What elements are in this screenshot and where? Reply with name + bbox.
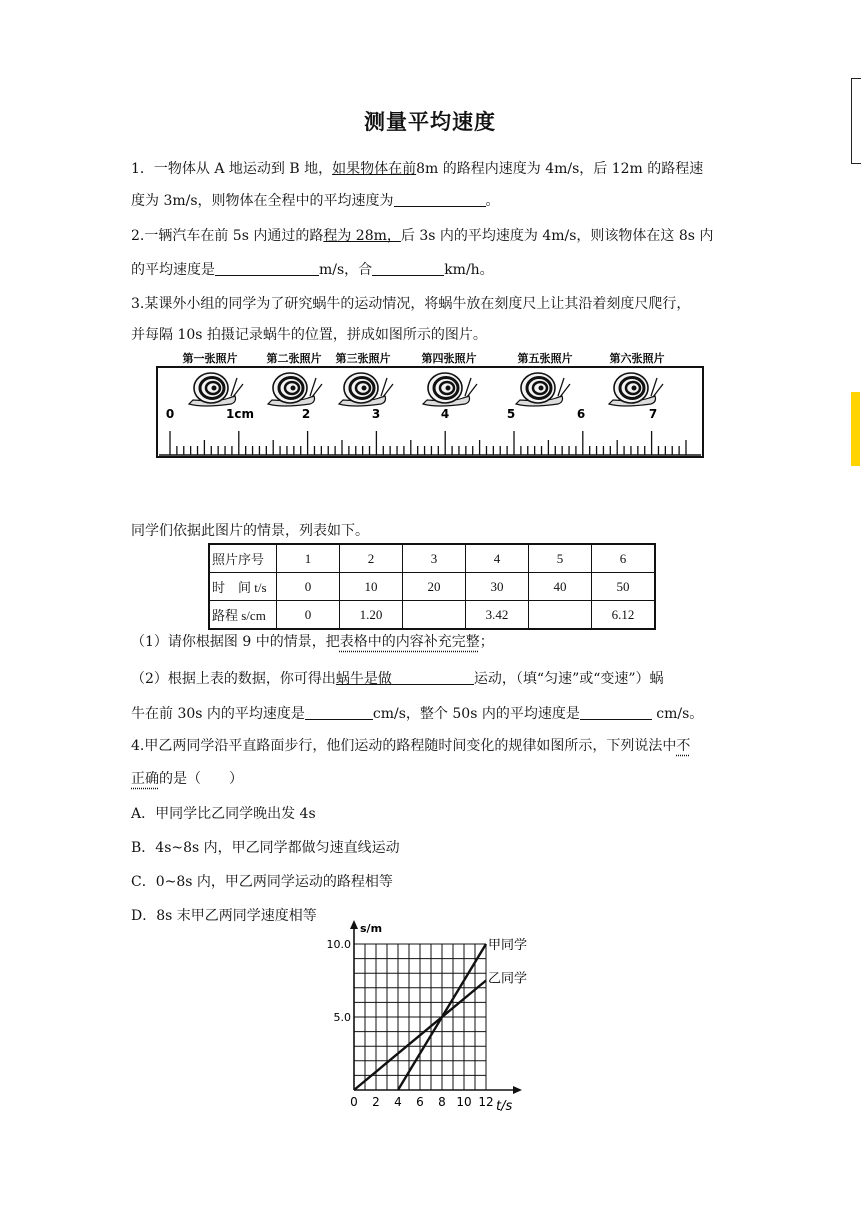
y-axis-label: s/m	[360, 922, 383, 935]
table-cell: 4	[466, 544, 529, 573]
q4-option-b[interactable]: B．4s~8s 内，甲乙同学都做匀速直线运动	[131, 840, 400, 856]
photo-label: 第三张照片	[335, 352, 391, 365]
q1-line2: 度为 3m/s，则物体在全程中的平均速度为 。	[131, 193, 500, 209]
q3-avg30-blank[interactable]	[305, 705, 373, 720]
q2-answer-blank-ms[interactable]	[215, 261, 319, 276]
photo-label: 第四张照片	[421, 352, 477, 365]
table-cell: 30	[466, 573, 529, 601]
table-cell: 2	[340, 544, 403, 573]
x-axis-label: t/s	[496, 1099, 513, 1114]
table-cell: 6	[592, 544, 656, 573]
ruler-label: 1cm	[226, 407, 254, 421]
table-row	[209, 544, 655, 573]
q3-line1: 3.某课外小组的同学为了研究蜗牛的运动情况，将蜗牛放在刻度尺上让其沿着刻度尺爬行，	[131, 296, 691, 312]
ruler-label: 4	[440, 407, 450, 421]
photo-label: 第五张照片	[517, 352, 573, 365]
table-cell: 20	[403, 573, 466, 601]
series-label: 甲同学	[488, 938, 528, 953]
snail-ruler-figure	[155, 348, 705, 460]
table-cell: 5	[529, 544, 592, 573]
x-tick-label: 12	[478, 1095, 494, 1109]
q3-sub2: （2）根据上表的数据，你可得出蜗牛是做 运动，（填“匀速”或“变速”）蜗	[131, 671, 664, 687]
q2-line2: 的平均速度是 m/s，合 km/h。	[131, 262, 494, 278]
table-row-header: 时 间 t/s	[209, 573, 277, 601]
x-tick-label: 10	[456, 1095, 472, 1109]
q3-avg50-blank[interactable]	[580, 705, 652, 720]
page-edge-marker	[851, 392, 860, 466]
q1-answer-blank[interactable]	[394, 192, 486, 207]
x-tick-label: 4	[394, 1095, 402, 1109]
table-cell[interactable]	[403, 601, 466, 630]
ruler-label: 3	[371, 407, 381, 421]
q3-motion-blank[interactable]	[392, 670, 474, 685]
ruler-label: 0	[165, 407, 175, 421]
photo-label: 第二张照片	[266, 352, 322, 365]
table-row	[209, 573, 655, 601]
table-cell: 3.42	[466, 601, 529, 630]
y-axis-arrow-icon	[350, 920, 358, 929]
ruler-label: 7	[648, 407, 658, 421]
table-cell: 1	[277, 544, 340, 573]
table-cell[interactable]	[529, 601, 592, 630]
x-axis-arrow-icon	[513, 1086, 522, 1094]
photo-label: 第六张照片	[609, 352, 665, 365]
q4-option-a[interactable]: A．甲同学比乙同学晚出发 4s	[131, 806, 316, 822]
y-tick-label: 10.0	[326, 938, 351, 951]
q3-sub1: （1）请你根据图 9 中的情景，把表格中的内容补充完整；	[131, 634, 494, 650]
q2-line1: 2.一辆汽车在前 5s 内通过的路程为 28m，后 3s 内的平均速度为 4m/s，则该物体在这 8s 内	[131, 228, 714, 244]
photo-label: 第一张照片	[182, 352, 238, 365]
q4-line1: 4.甲乙两同学沿平直路面步行，他们运动的路程随时间变化的规律如图所示，下列说法中不	[131, 738, 691, 754]
ruler-label: 5	[506, 407, 516, 421]
ruler-label: 2	[301, 407, 311, 421]
q3-line2: 并每隔 10s 拍摄记录蜗牛的位置，拼成如图所示的图片。	[131, 327, 487, 343]
ruler-label: 6	[576, 407, 586, 421]
table-cell: 0	[277, 573, 340, 601]
x-tick-label: 0	[350, 1095, 358, 1109]
x-tick-label: 2	[372, 1095, 380, 1109]
table-cell: 40	[529, 573, 592, 601]
q3-after-figure: 同学们依据此图片的情景，列表如下。	[131, 523, 369, 539]
snail-data-table	[208, 543, 656, 630]
table-row-header: 路程 s/cm	[209, 601, 277, 630]
x-tick-label: 6	[416, 1095, 424, 1109]
q3-sub3: 牛在前 30s 内的平均速度是 cm/s，整个 50s 内的平均速度是 cm/s。	[131, 706, 704, 722]
table-cell: 50	[592, 573, 656, 601]
table-cell: 6.12	[592, 601, 656, 630]
q4-line2: 正确的是（ ）	[131, 771, 243, 787]
table-row	[209, 601, 655, 630]
table-cell: 0	[277, 601, 340, 630]
q4-option-c[interactable]: C．0~8s 内，甲乙两同学运动的路程相等	[131, 874, 393, 890]
st-graph-svg	[326, 922, 536, 1115]
y-tick-label: 5.0	[333, 1011, 351, 1024]
q2-answer-blank-kmh[interactable]	[372, 261, 444, 276]
table-row-header: 照片序号	[209, 544, 277, 573]
table-cell: 10	[340, 573, 403, 601]
table-cell: 3	[403, 544, 466, 573]
ruler-svg	[155, 348, 705, 460]
table-cell: 1.20	[340, 601, 403, 630]
st-graph-figure	[326, 922, 536, 1115]
q4-option-d[interactable]: D．8s 末甲乙两同学速度相等	[131, 908, 317, 924]
series-label: 乙同学	[488, 971, 528, 987]
q1-line1: 1．一物体从 A 地运动到 B 地，如果物体在前8m 的路程内速度为 4m/s，后 12m 的路程速	[131, 161, 704, 177]
page-title: 测量平均速度	[364, 110, 496, 134]
x-tick-label: 8	[438, 1095, 446, 1109]
